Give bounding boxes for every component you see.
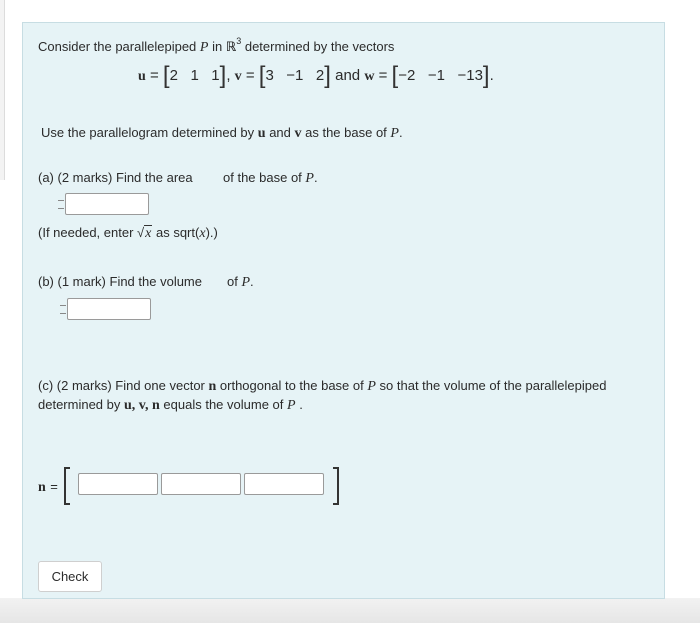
v-entry-2: −1 [286, 67, 304, 84]
intro-P: P [199, 40, 209, 55]
part-a-question [38, 170, 193, 185]
real-numbers-symbol: ℝ [225, 40, 237, 55]
v-entry-1: 3 [265, 67, 274, 84]
comma: , [226, 67, 231, 84]
bottom-band [0, 598, 700, 623]
u-entry-2: 1 [190, 67, 199, 84]
hint-end: ).) [205, 225, 218, 240]
part-b-end: . [250, 274, 254, 289]
n-left-bracket [64, 467, 70, 505]
and-text: and [335, 67, 361, 84]
w-entry-2: −1 [427, 67, 445, 84]
n-right-bracket [333, 467, 339, 505]
base-and: and [265, 125, 295, 140]
n-component-3-input[interactable] [244, 473, 324, 495]
base-note-prefix: Use the parallelogram determined by [41, 125, 258, 140]
n-equals: = [50, 479, 58, 494]
left-panel-edge [0, 0, 5, 180]
w-entry-3: −13 [457, 67, 483, 84]
u-left-bracket: [ [162, 62, 170, 89]
part-a-label: (a) (2 marks) Find the area [38, 170, 193, 185]
part-c-prefix: (c) (2 marks) Find one vector [38, 378, 209, 393]
part-b-question [38, 274, 202, 289]
part-a-hint [38, 225, 218, 242]
n-component-1-input[interactable] [78, 473, 158, 495]
v-left-bracket: [ [258, 62, 266, 89]
period: . [489, 67, 494, 84]
n-equals-label [38, 478, 58, 496]
area-answer-input[interactable] [65, 193, 149, 215]
v-symbol: v [234, 69, 242, 84]
intro-prefix: Consider the parallelepiped [38, 39, 200, 54]
part-a-tail [223, 170, 318, 187]
intro-suffix: determined by the vectors [241, 39, 395, 54]
check-button[interactable]: Check [38, 561, 102, 592]
u-equals: = [149, 67, 159, 84]
sqrt-icon: √ [137, 225, 145, 240]
part-a-end: . [313, 170, 318, 185]
base-note [41, 125, 403, 142]
base-P: P [390, 126, 399, 141]
intro-exponent: 3 [236, 36, 242, 46]
part-a-tail-text: of the base of [223, 170, 306, 185]
part-a-equals-icon [58, 200, 64, 209]
base-v: v [294, 126, 302, 141]
volume-answer-input[interactable] [67, 298, 151, 320]
n-label: n [38, 480, 46, 495]
base-end: . [398, 125, 403, 140]
w-symbol: w [364, 69, 375, 84]
part-b-P: P [241, 275, 251, 290]
u-entry-1: 2 [169, 67, 178, 84]
v-equals: = [245, 67, 255, 84]
part-b-equals-icon [60, 305, 66, 314]
part-c-line2-prefix: determined by [38, 397, 124, 412]
hint-sqrt-x: x [145, 226, 152, 241]
w-equals: = [378, 67, 388, 84]
part-c-P: P [367, 379, 376, 394]
intro-text [38, 36, 394, 56]
part-b-tail [227, 274, 254, 291]
part-c-line2-mid: equals the volume of [159, 397, 288, 412]
part-c-line-2 [38, 397, 303, 414]
part-c-line-1 [38, 378, 606, 395]
vectors-line [138, 62, 494, 90]
base-middle: as the base of [301, 125, 391, 140]
w-right-bracket: ] [482, 62, 490, 89]
part-c-line1-end: so that the volume of the parallelepiped [375, 378, 607, 393]
u-entry-3: 1 [211, 67, 220, 84]
base-u: u [257, 126, 266, 141]
w-left-bracket: [ [391, 62, 399, 89]
hint-prefix: (If needed, enter [38, 225, 138, 240]
v-right-bracket: ] [324, 62, 331, 89]
intro-in: in [208, 39, 226, 54]
n-component-2-input[interactable] [161, 473, 241, 495]
v-entry-3: 2 [315, 67, 325, 84]
w-entry-1: −2 [398, 67, 416, 84]
part-c-P2: P [287, 398, 296, 413]
hint-x: x [199, 226, 206, 241]
part-c-line2-end: . [295, 397, 303, 412]
part-a-P: P [305, 171, 314, 186]
part-c-mid: orthogonal to the base of [216, 378, 368, 393]
hint-mid: as sqrt( [152, 225, 200, 240]
u-symbol: u [138, 69, 146, 84]
part-c-vecs: u, v, n [124, 398, 160, 413]
part-c-n: n [208, 379, 217, 394]
part-b-label: (b) (1 mark) Find the volume [38, 274, 202, 289]
part-b-tail-text: of [227, 274, 242, 289]
u-right-bracket: ] [219, 62, 227, 89]
